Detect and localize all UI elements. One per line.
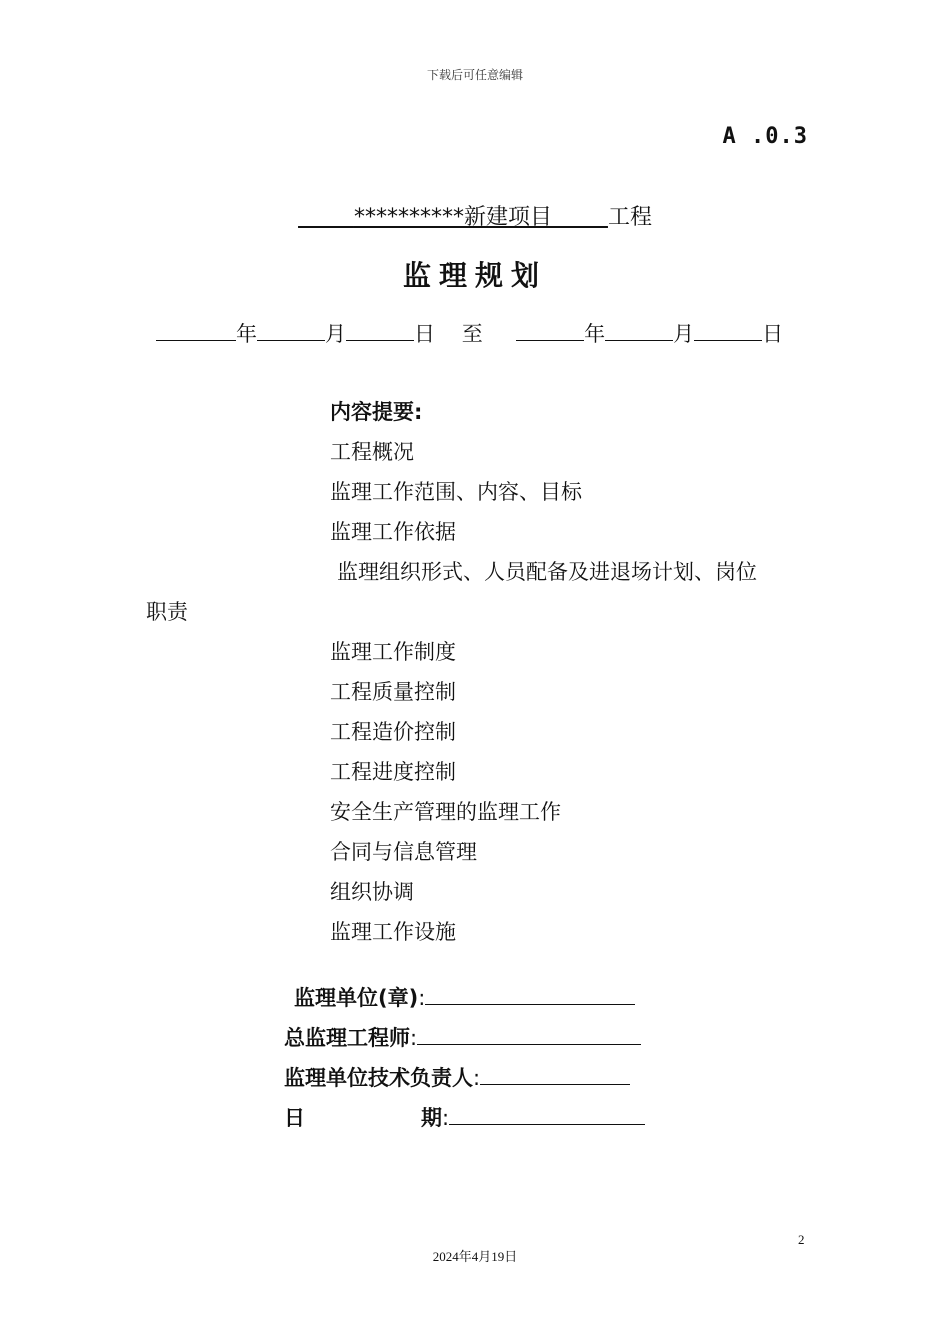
end-year-label: 年 bbox=[584, 322, 606, 346]
toc-item: 监理工作依据 bbox=[330, 520, 456, 544]
end-month-label: 月 bbox=[673, 322, 695, 346]
end-day-label: 日 bbox=[762, 322, 784, 346]
page-header: 下载后可任意编辑 bbox=[426, 68, 523, 82]
toc-item: 监理工作范围、内容、目标 bbox=[330, 480, 582, 504]
signature-chief: 总监理工程师: bbox=[284, 1022, 641, 1052]
project-line bbox=[0, 200, 950, 231]
date-range bbox=[156, 318, 783, 348]
document-code: A .0.3 bbox=[722, 124, 808, 149]
toc-heading: 内容提要: bbox=[330, 400, 423, 424]
project-name: **********新建项目 bbox=[353, 205, 552, 230]
signature-unit-line bbox=[425, 982, 635, 1005]
signature-chief-line bbox=[417, 1022, 641, 1045]
toc-item: 工程质量控制 bbox=[330, 680, 456, 704]
date-to-label: 至 bbox=[461, 322, 483, 346]
toc-item: 监理组织形式、人员配备及进退场计划、岗位 bbox=[337, 560, 757, 584]
page-number: 2 bbox=[798, 1232, 805, 1247]
signature-tech: 监理单位技术负责人: bbox=[284, 1062, 630, 1092]
toc-item: 工程造价控制 bbox=[330, 720, 456, 744]
signature-date-label-a: 日 bbox=[284, 1106, 305, 1130]
signature-unit: 监理单位(章): bbox=[294, 982, 635, 1012]
toc-item: 监理工作设施 bbox=[330, 920, 456, 944]
signature-date-label-b: 期 bbox=[421, 1106, 442, 1130]
document-title: 监理规划 bbox=[402, 259, 547, 292]
toc-item-continued: 职责 bbox=[146, 600, 188, 624]
signature-tech-label: 监理单位技术负责人 bbox=[284, 1066, 473, 1090]
signature-date: 日 期: bbox=[284, 1102, 645, 1132]
start-month-label: 月 bbox=[325, 322, 346, 346]
start-year-blank bbox=[156, 322, 236, 341]
start-day-label: 日 bbox=[414, 322, 435, 346]
signature-chief-label: 总监理工程师 bbox=[284, 1026, 410, 1050]
start-year-label: 年 bbox=[236, 322, 257, 346]
start-month-blank bbox=[257, 322, 325, 341]
toc-item: 安全生产管理的监理工作 bbox=[330, 800, 561, 824]
project-suffix: 工程 bbox=[607, 205, 652, 230]
toc-item: 工程概况 bbox=[330, 440, 414, 464]
signature-tech-line bbox=[480, 1062, 630, 1085]
signature-date-line bbox=[449, 1102, 645, 1125]
toc-item: 工程进度控制 bbox=[330, 760, 456, 784]
start-day-blank bbox=[346, 322, 414, 341]
end-month-blank bbox=[605, 322, 673, 341]
toc-item: 合同与信息管理 bbox=[330, 840, 477, 864]
end-day-blank bbox=[694, 322, 762, 341]
toc-item: 组织协调 bbox=[330, 880, 414, 904]
toc-item: 监理工作制度 bbox=[330, 640, 456, 664]
end-year-blank bbox=[516, 322, 584, 341]
signature-unit-label: 监理单位(章) bbox=[294, 986, 419, 1010]
footer-date: 2024年4月19日 bbox=[432, 1249, 518, 1264]
